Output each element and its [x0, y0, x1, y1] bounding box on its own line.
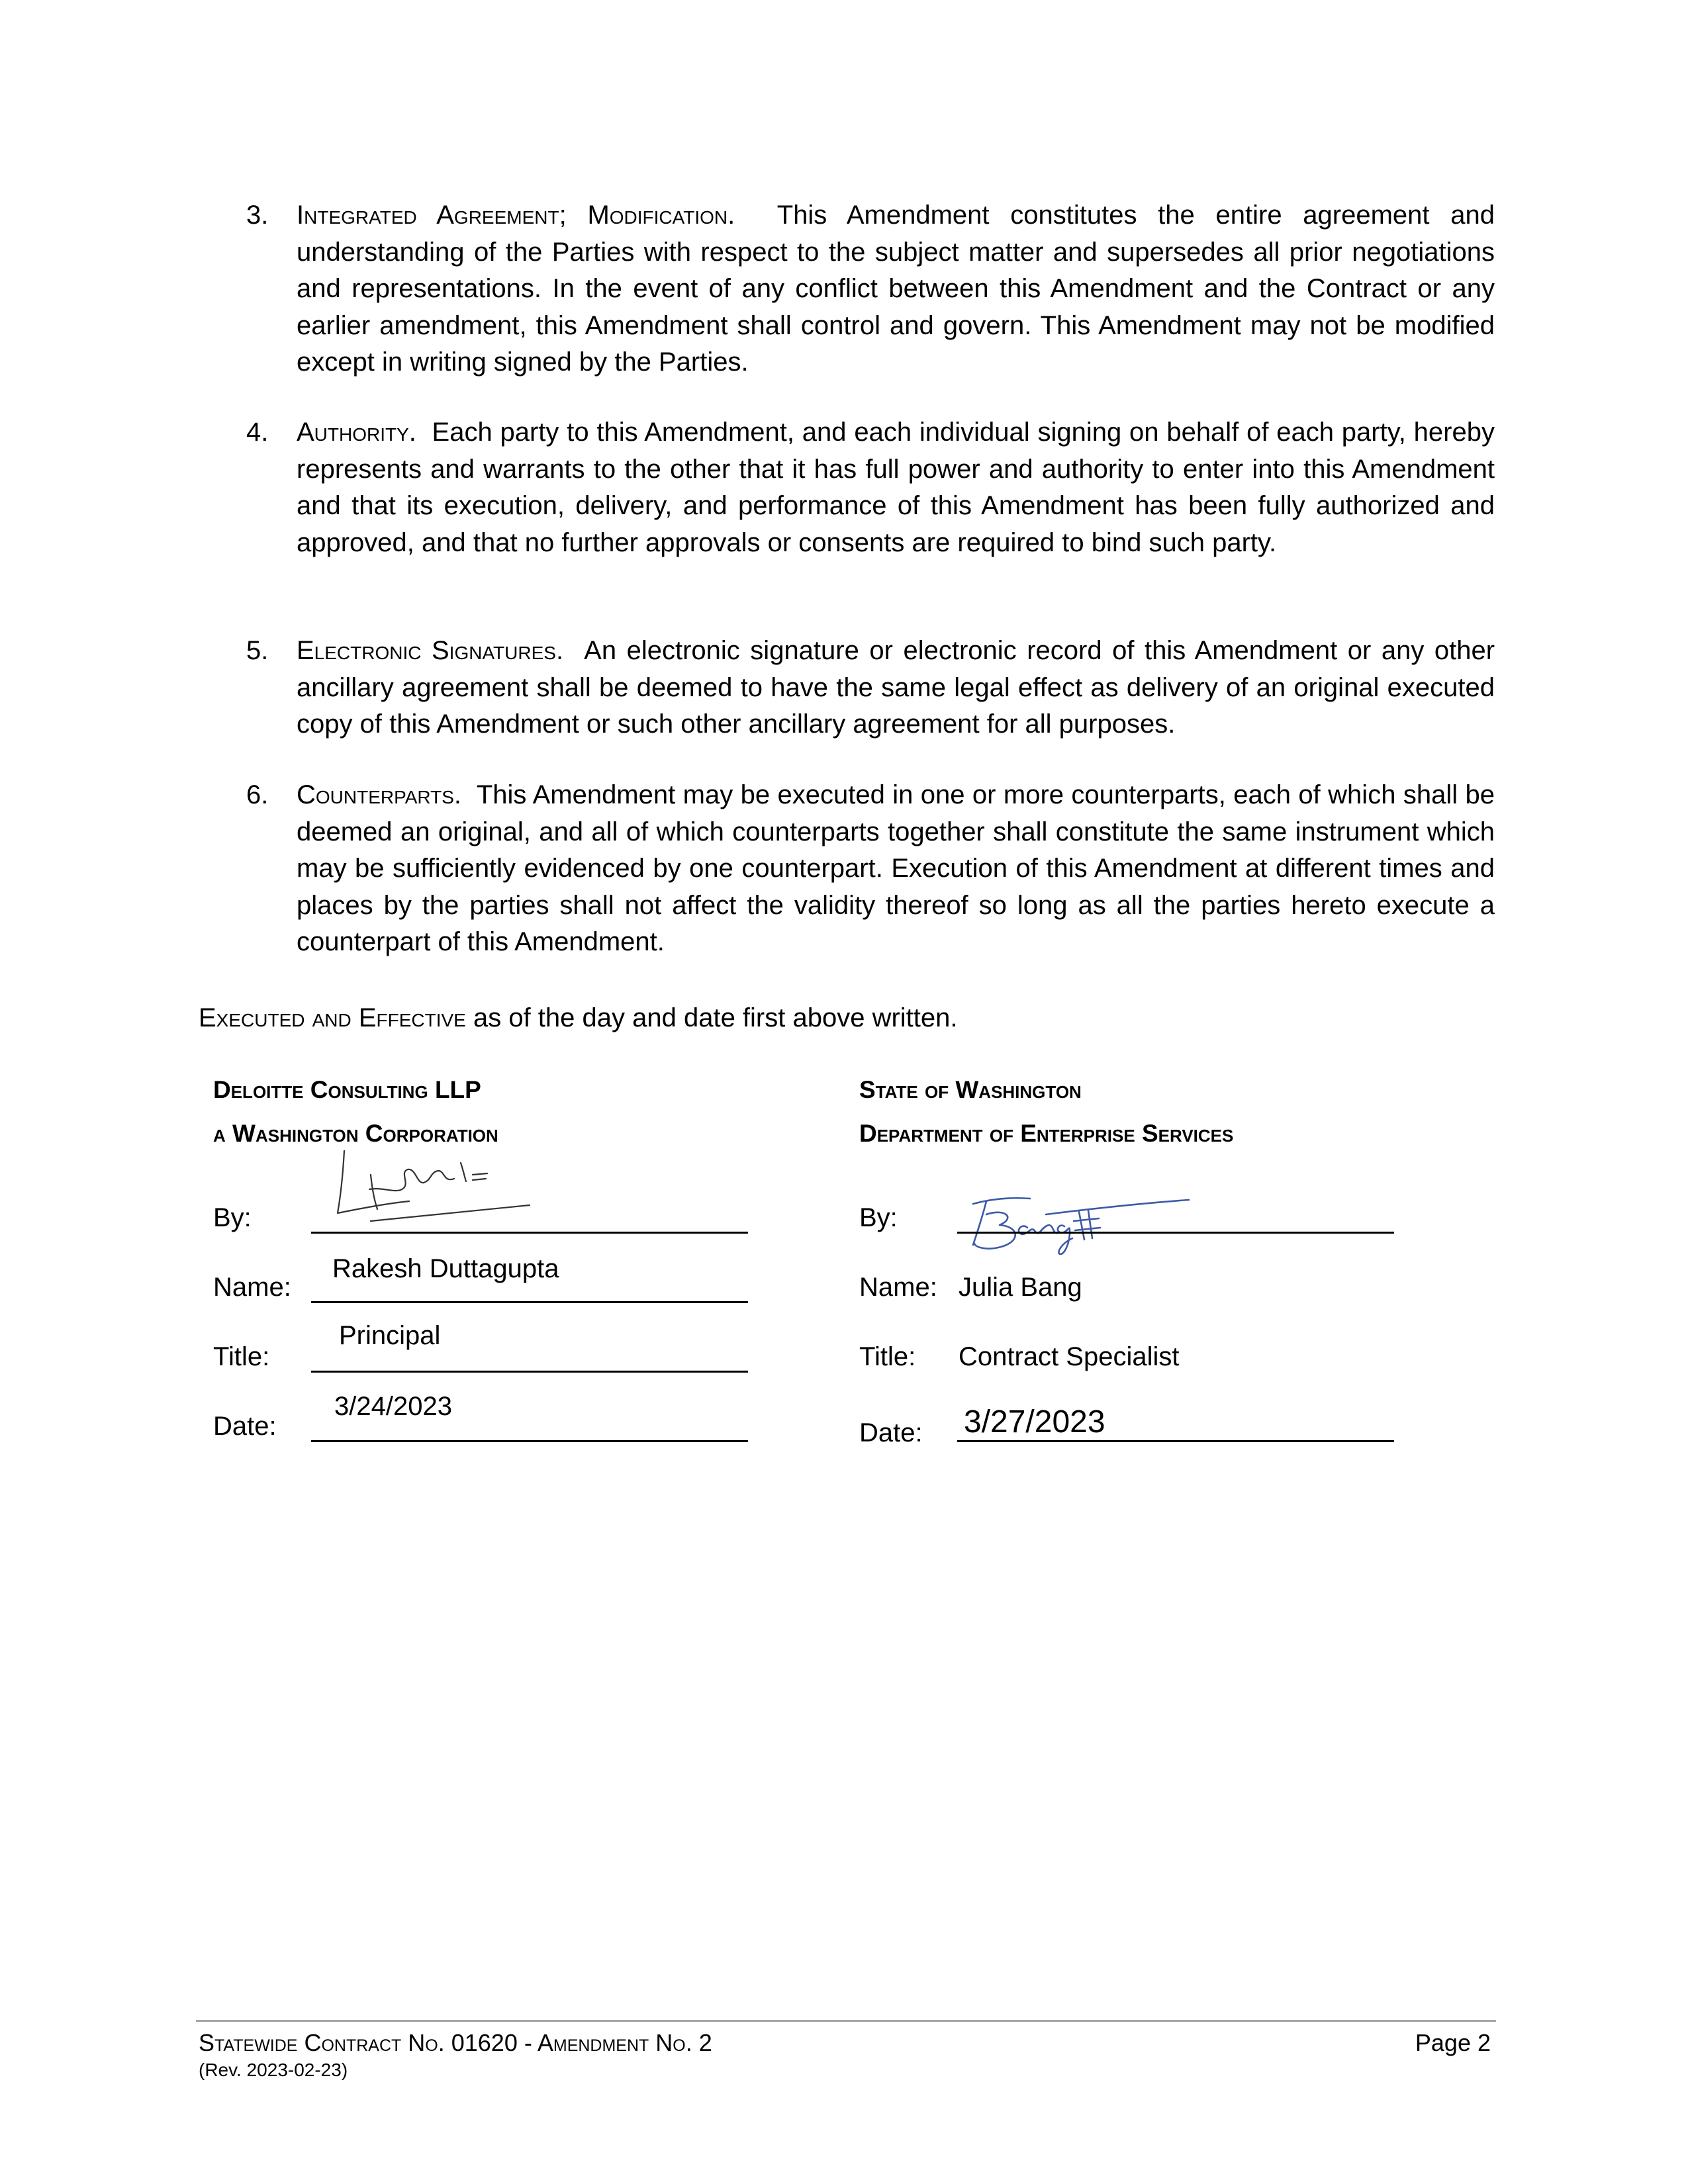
footer-contract-reference: Statewide Contract No. 01620 - Amendment No. 2	[199, 2029, 712, 2056]
clause-number: 4.	[246, 418, 269, 447]
clause-number: 5.	[246, 636, 269, 665]
right-name-label: Name:	[859, 1273, 937, 1302]
clause-heading: Counterparts.	[297, 780, 461, 809]
left-signer-title: Principal	[339, 1321, 441, 1350]
right-date-line	[957, 1440, 1394, 1442]
clause-text: This Amendment constitutes the entire agreement and understanding of the Parties with respect to the subject matter and supersedes all prior negotiations and representations. In the event of any conflict between this Amendment and the Contract or any earlier amendment, this Amendment shall control and govern. This Amendment may not be modified except in writing signed by the Parties.	[297, 201, 1495, 377]
clause-number: 6.	[246, 780, 269, 809]
executed-lead: Executed and Effective	[199, 1003, 466, 1032]
clause-text: An electronic signature or electronic record of this Amendment or any other ancillary agreement shall be deemed to have the same legal effect as delivery of an original executed copy of this Amendment or such other ancillary agreement for all purposes.	[297, 636, 1495, 739]
clause-heading: Integrated Agreement; Modification.	[297, 201, 735, 230]
left-date-line	[311, 1440, 748, 1442]
left-signer-name: Rakesh Duttagupta	[332, 1254, 559, 1283]
right-signer-title: Contract Specialist	[959, 1342, 1180, 1371]
clause-heading: Authority.	[297, 418, 416, 447]
left-name-line	[311, 1301, 748, 1303]
footer-revision: (Rev. 2023-02-23)	[199, 2060, 348, 2080]
left-signed-date: 3/24/2023	[334, 1392, 452, 1421]
clause-number: 3.	[246, 201, 269, 230]
clause-4	[246, 414, 1495, 561]
left-party-type: a Washington Corporation	[213, 1120, 498, 1147]
left-date-label: Date:	[213, 1412, 277, 1441]
left-party-name: Deloitte Consulting LLP	[213, 1076, 481, 1103]
right-signature-line	[957, 1232, 1394, 1234]
left-signature-image	[331, 1148, 549, 1234]
left-title-line	[311, 1371, 748, 1373]
footer-rule	[196, 2020, 1496, 2022]
right-title-label: Title:	[859, 1342, 916, 1371]
right-date-label: Date:	[859, 1418, 923, 1447]
left-by-label: By:	[213, 1203, 252, 1232]
left-name-label: Name:	[213, 1273, 291, 1302]
left-title-label: Title:	[213, 1342, 270, 1371]
right-signature-image	[966, 1188, 1192, 1261]
executed-text: as of the day and date first above written.	[465, 1003, 958, 1032]
executed-statement	[199, 999, 958, 1036]
right-signer-name: Julia Bang	[959, 1273, 1082, 1302]
clause-3	[246, 197, 1495, 381]
clause-heading: Electronic Signatures.	[297, 636, 564, 665]
right-signed-date: 3/27/2023	[964, 1404, 1105, 1439]
right-party-dept: Department of Enterprise Services	[859, 1120, 1234, 1147]
clause-text: This Amendment may be executed in one or more counterparts, each of which shall be deemed an original, and all of which counterparts together shall constitute the same instrument which may be sufficiently evidenced by one counterpart. Execution of this Amendment at different times and places by the parties shall not affect the validity thereof so long as all the parties hereto execute a counterpart of this Amendment.	[297, 780, 1495, 956]
clause-5	[246, 633, 1495, 743]
left-signature-line	[311, 1232, 748, 1234]
footer-page-number: Page 2	[1415, 2029, 1491, 2056]
clause-text: Each party to this Amendment, and each individual signing on behalf of each party, hereby represents and warrants to the other that it has full power and authority to enter into this Amendment and that its execution, delivery, and performance of this Amendment has been fully authorized and approved, and that no further approvals or consents are required to bind such party.	[297, 418, 1495, 557]
right-by-label: By:	[859, 1203, 898, 1232]
clause-6	[246, 777, 1495, 961]
right-party-name: State of Washington	[859, 1076, 1082, 1103]
